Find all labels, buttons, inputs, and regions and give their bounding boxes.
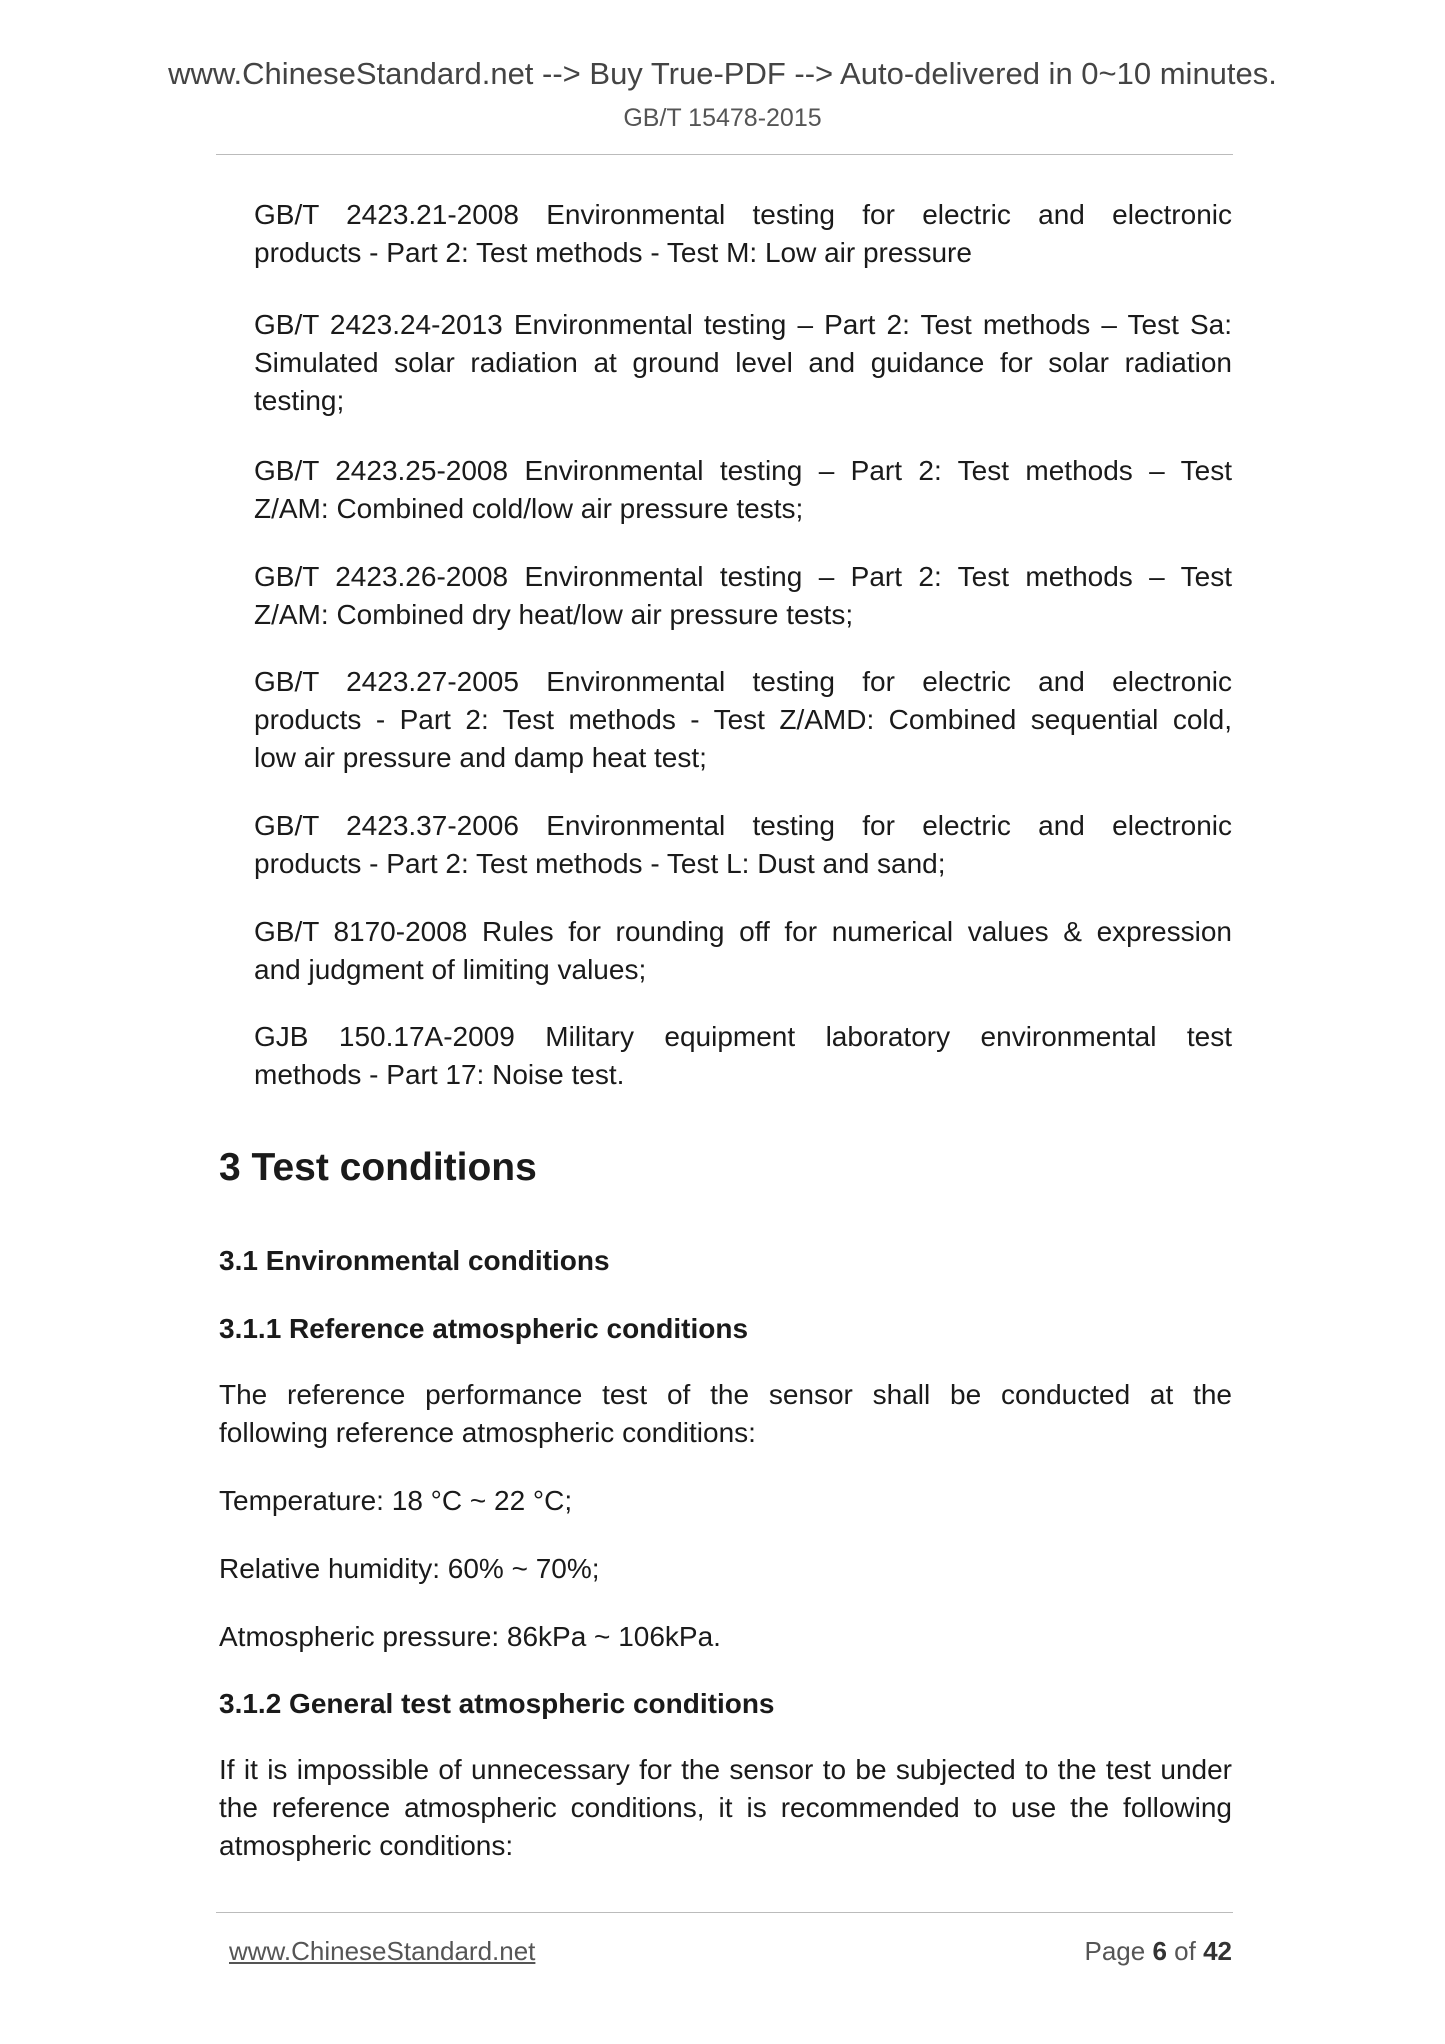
reference-item: GB/T 2423.37-2006 Environmental testing for electric and electronic products - Part 2: Test methods - Test L: Dust and sand; [254, 810, 1232, 879]
subsection-heading: 3.1.2 General test atmospheric conditions [219, 1688, 775, 1719]
temperature-condition: Temperature: 18 °C ~ 22 °C; [219, 1485, 573, 1516]
humidity-condition: Relative humidity: 60% ~ 70%; [219, 1553, 600, 1584]
subsection-heading: 3.1 Environmental conditions [219, 1245, 610, 1276]
page-number: Page 6 of 42 [1084, 1936, 1232, 1966]
reference-item: GB/T 8170-2008 Rules for rounding off for numerical values & expression and judgment of limiting values; [254, 916, 1232, 985]
total-pages: 42 [1203, 1936, 1232, 1966]
header-divider [216, 154, 1233, 155]
footer-website-link[interactable]: www.ChineseStandard.net [229, 1936, 536, 1966]
section-heading: 3 Test conditions [219, 1146, 537, 1189]
footer-divider [216, 1912, 1233, 1913]
reference-item: GB/T 2423.27-2005 Environmental testing for electric and electronic products - Part 2: Test methods - Test Z/AMD: Combined sequential cold, low air pressure and damp heat test; [254, 666, 1232, 773]
header-banner: www.ChineseStandard.net --> Buy True-PDF --> Auto-delivered in 0~10 minutes. [168, 56, 1277, 91]
reference-item: GB/T 2423.26-2008 Environmental testing – Part 2: Test methods – Test Z/AM: Combined dry heat/low air pressure tests; [254, 561, 1232, 630]
paragraph: If it is impossible of unnecessary for the sensor to be subjected to the test under the reference atmospheric conditions, it is recommended to use the following atmospheric conditions: [219, 1754, 1232, 1861]
subsection-heading: 3.1.1 Reference atmospheric conditions [219, 1313, 749, 1344]
paragraph: The reference performance test of the sensor shall be conducted at the following reference atmospheric conditions: [219, 1379, 1232, 1448]
document-id: GB/T 15478-2015 [623, 104, 822, 132]
current-page: 6 [1152, 1936, 1167, 1966]
pressure-condition: Atmospheric pressure: 86kPa ~ 106kPa. [219, 1621, 721, 1652]
reference-item: GB/T 2423.25-2008 Environmental testing – Part 2: Test methods – Test Z/AM: Combined cold/low air pressure tests; [254, 455, 1232, 524]
reference-item: GB/T 2423.24-2013 Environmental testing – Part 2: Test methods – Test Sa: Simulated solar radiation at ground level and guidance for solar radiation testing; [254, 309, 1232, 416]
reference-item: GJB 150.17A-2009 Military equipment laboratory environmental test methods - Part 17: Noise test. [254, 1021, 1232, 1090]
reference-item: GB/T 2423.21-2008 Environmental testing for electric and electronic products - Part 2: Test methods - Test M: Low air pressure [254, 199, 1232, 268]
